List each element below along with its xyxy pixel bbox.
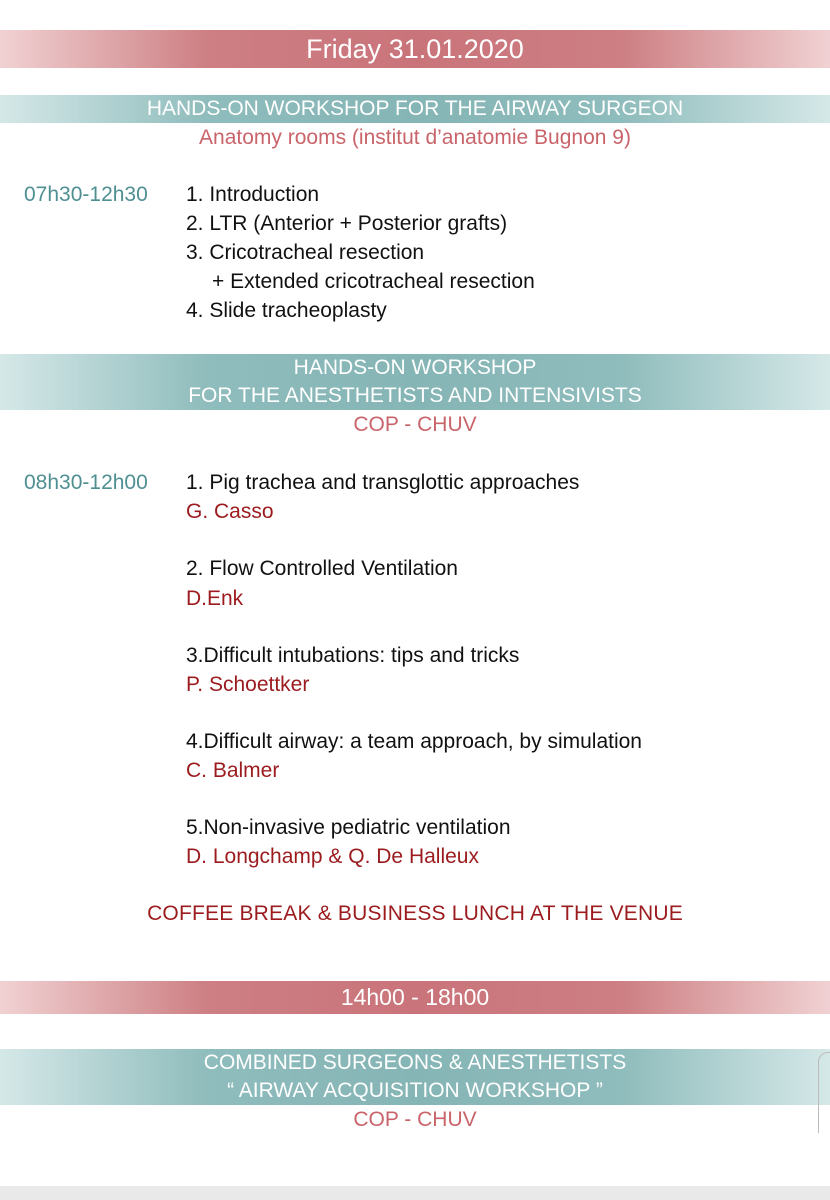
talk-speaker: D.Enk: [186, 587, 244, 610]
session2-time: 08h30-12h00: [24, 471, 148, 494]
afternoon-time-text: 14h00 - 18h00: [340, 984, 490, 1010]
session3-venue: COP - CHUV: [353, 1108, 477, 1131]
session2-title-line1: HANDS-ON WORKSHOP: [293, 356, 537, 379]
session1-item: 1. Introduction: [186, 183, 320, 206]
afternoon-time-band: [0, 981, 830, 1014]
session2-title-line2: FOR THE ANESTHETISTS AND INTENSIVISTS: [188, 384, 642, 407]
talk-speaker: P. Schoettker: [186, 673, 310, 696]
session2-venue: COP - CHUV: [353, 413, 477, 436]
day-header-band: [0, 30, 830, 68]
session1-item: 3. Cricotracheal resection: [186, 241, 425, 264]
session3-title-band: [0, 1049, 830, 1105]
session1-title: HANDS-ON WORKSHOP FOR THE AIRWAY SURGEON: [146, 97, 684, 120]
session1-item: 4. Slide tracheoplasty: [186, 299, 387, 322]
session3-title-line2: “ AIRWAY ACQUISITION WORKSHOP ”: [227, 1079, 603, 1102]
session1-title-band: [0, 95, 830, 123]
session2-title-band: [0, 354, 830, 410]
day-header-text: Friday 31.01.2020: [306, 34, 524, 64]
talk-title: 2. Flow Controlled Ventilation: [186, 557, 458, 580]
bottom-strip: [0, 1186, 830, 1200]
session1-venue: Anatomy rooms (institut d’anatomie Bugnon 9): [199, 126, 631, 149]
talk-title: 3.Difficult intubations: tips and tricks: [186, 644, 520, 667]
talk-speaker: C. Balmer: [186, 759, 280, 782]
break-notice: COFFEE BREAK & BUSINESS LUNCH AT THE VENUE: [147, 902, 683, 925]
session1-item: 2. LTR (Anterior + Posterior grafts): [186, 212, 508, 235]
session1-time: 07h30-12h30: [24, 183, 148, 206]
talk-speaker: G. Casso: [186, 500, 274, 523]
session1-item: + Extended cricotracheal resection: [212, 270, 535, 293]
talk-title: 5.Non-invasive pediatric ventilation: [186, 816, 511, 839]
talk-title: 1. Pig trachea and transglottic approaches: [186, 471, 580, 494]
page-edge-curl: [818, 1052, 830, 1133]
talk-speaker: D. Longchamp & Q. De Halleux: [186, 845, 479, 868]
session3-title-line1: COMBINED SURGEONS & ANESTHETISTS: [203, 1051, 627, 1074]
talk-title: 4.Difficult airway: a team approach, by simulation: [186, 730, 642, 753]
